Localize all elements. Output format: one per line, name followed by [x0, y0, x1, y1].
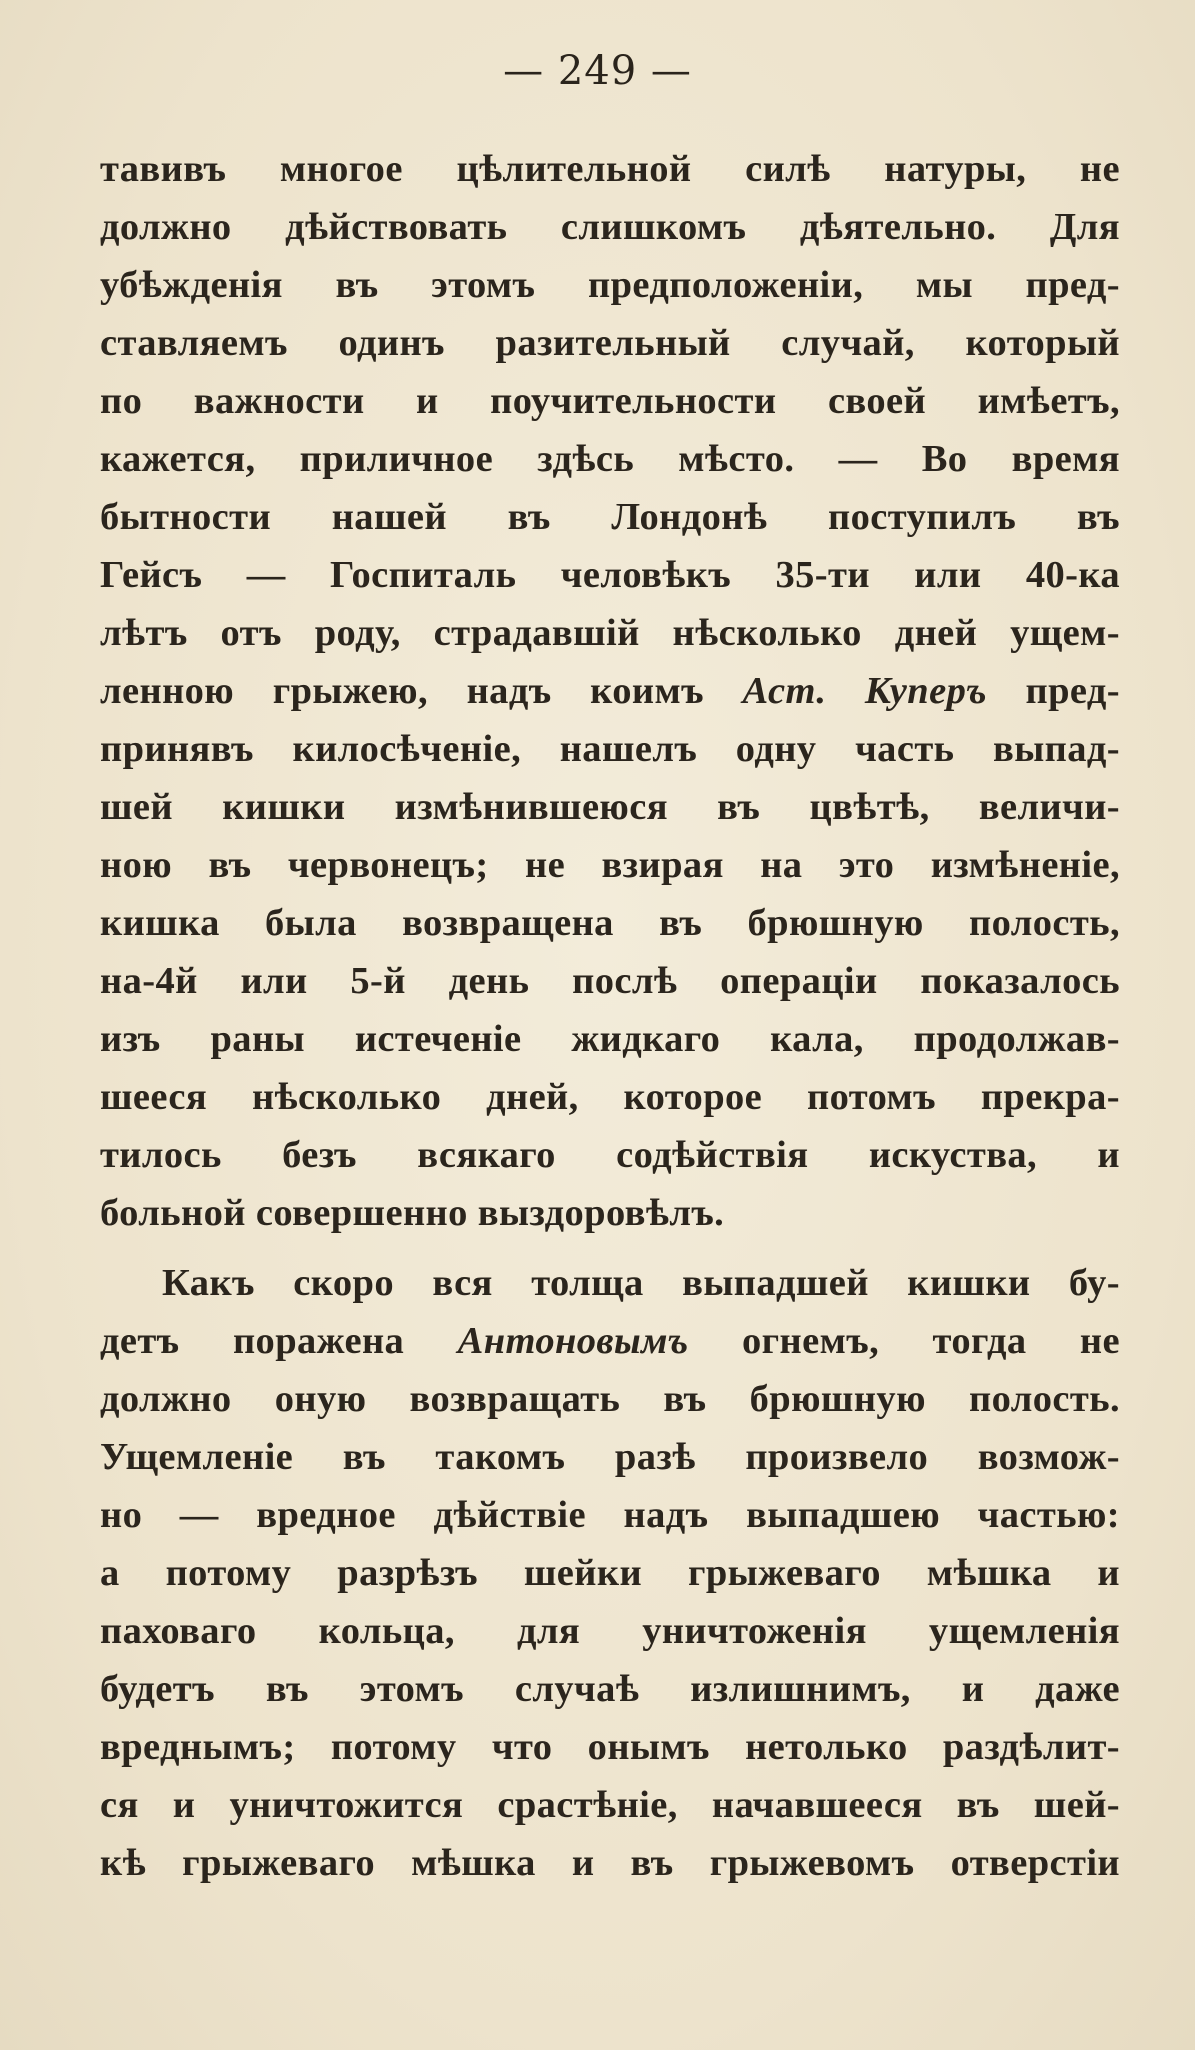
italic-name: Аст. Куперъ — [742, 670, 987, 712]
text-line: должно дѣйствовать слишкомъ дѣятельно. Для — [100, 206, 1120, 248]
text-line: шееся нѣсколько дней, которое потомъ прекра- — [100, 1076, 1120, 1118]
text-line: убѣжденія въ этомъ предположеніи, мы пред- — [100, 264, 1120, 306]
text-line: на-4й или 5-й день послѣ операціи показалось — [100, 960, 1120, 1002]
page-number: — 249 — — [503, 48, 692, 94]
text-line: принявъ килосѣченіе, нашелъ одну часть выпад- — [100, 728, 1120, 770]
text-line: Какъ скоро вся толща выпадшей кишки бу- — [162, 1262, 1120, 1304]
text-line: кажется, приличное здѣсь мѣсто. — Во время — [100, 438, 1120, 480]
text-line: Ущемленіе въ такомъ разѣ произвело возмож- — [100, 1436, 1120, 1478]
text-line: будетъ въ этомъ случаѣ излишнимъ, и даже — [100, 1668, 1120, 1710]
paragraph-gap — [100, 1242, 1120, 1254]
paragraph — [100, 140, 1120, 1242]
text-line: шей кишки измѣнившеюся въ цвѣтѣ, величи- — [100, 786, 1120, 828]
text-line: детъ поражена Антоновымъ огнемъ, тогда не — [100, 1320, 1120, 1362]
text-line: ставляемъ одинъ разительный случай, который — [100, 322, 1120, 364]
text-line: паховаго кольца, для уничтоженія ущемленія — [100, 1610, 1120, 1652]
text-line: кишка была возвращена въ брюшную полость, — [100, 902, 1120, 944]
text-line: а потому разрѣзъ шейки грыжеваго мѣшка и — [100, 1552, 1120, 1594]
text-line: должно оную возвращать въ брюшную полость. — [100, 1378, 1120, 1420]
text-line: вреднымъ; потому что онымъ нетолько раздѣлит- — [100, 1726, 1120, 1768]
text-line: по важности и поучительности своей имѣетъ, — [100, 380, 1120, 422]
text-line: лѣтъ отъ роду, страдавшій нѣсколько дней ущем- — [100, 612, 1120, 654]
text-line: ся и уничтожится срастѣніе, начавшееся въ шей- — [100, 1784, 1120, 1826]
text-line: тавивъ многое цѣлительной силѣ натуры, не — [100, 148, 1120, 190]
body-text — [100, 140, 1120, 1892]
paragraph — [100, 1254, 1120, 1892]
text-line: но — вредное дѣйствіе надъ выпадшею частью: — [100, 1494, 1120, 1536]
text-line: больной совершенно выздоровѣлъ. — [100, 1192, 725, 1234]
italic-name: Антоновымъ — [457, 1320, 689, 1362]
text-line: тилось безъ всякаго содѣйствія искуства, и — [100, 1134, 1120, 1176]
text-line: кѣ грыжеваго мѣшка и въ грыжевомъ отверстіи — [100, 1842, 1120, 1884]
text-line: изъ раны истеченіе жидкаго кала, продолжав- — [100, 1018, 1120, 1060]
text-line: бытности нашей въ Лондонѣ поступилъ въ — [100, 496, 1120, 538]
text-line: ною въ червонецъ; не взирая на это измѣненіе, — [100, 844, 1120, 886]
text-line: Гейсъ — Госпиталь человѣкъ 35-ти или 40-ка — [100, 554, 1120, 596]
text-line: ленною грыжею, надъ коимъ Аст. Куперъ пред- — [100, 670, 1120, 712]
